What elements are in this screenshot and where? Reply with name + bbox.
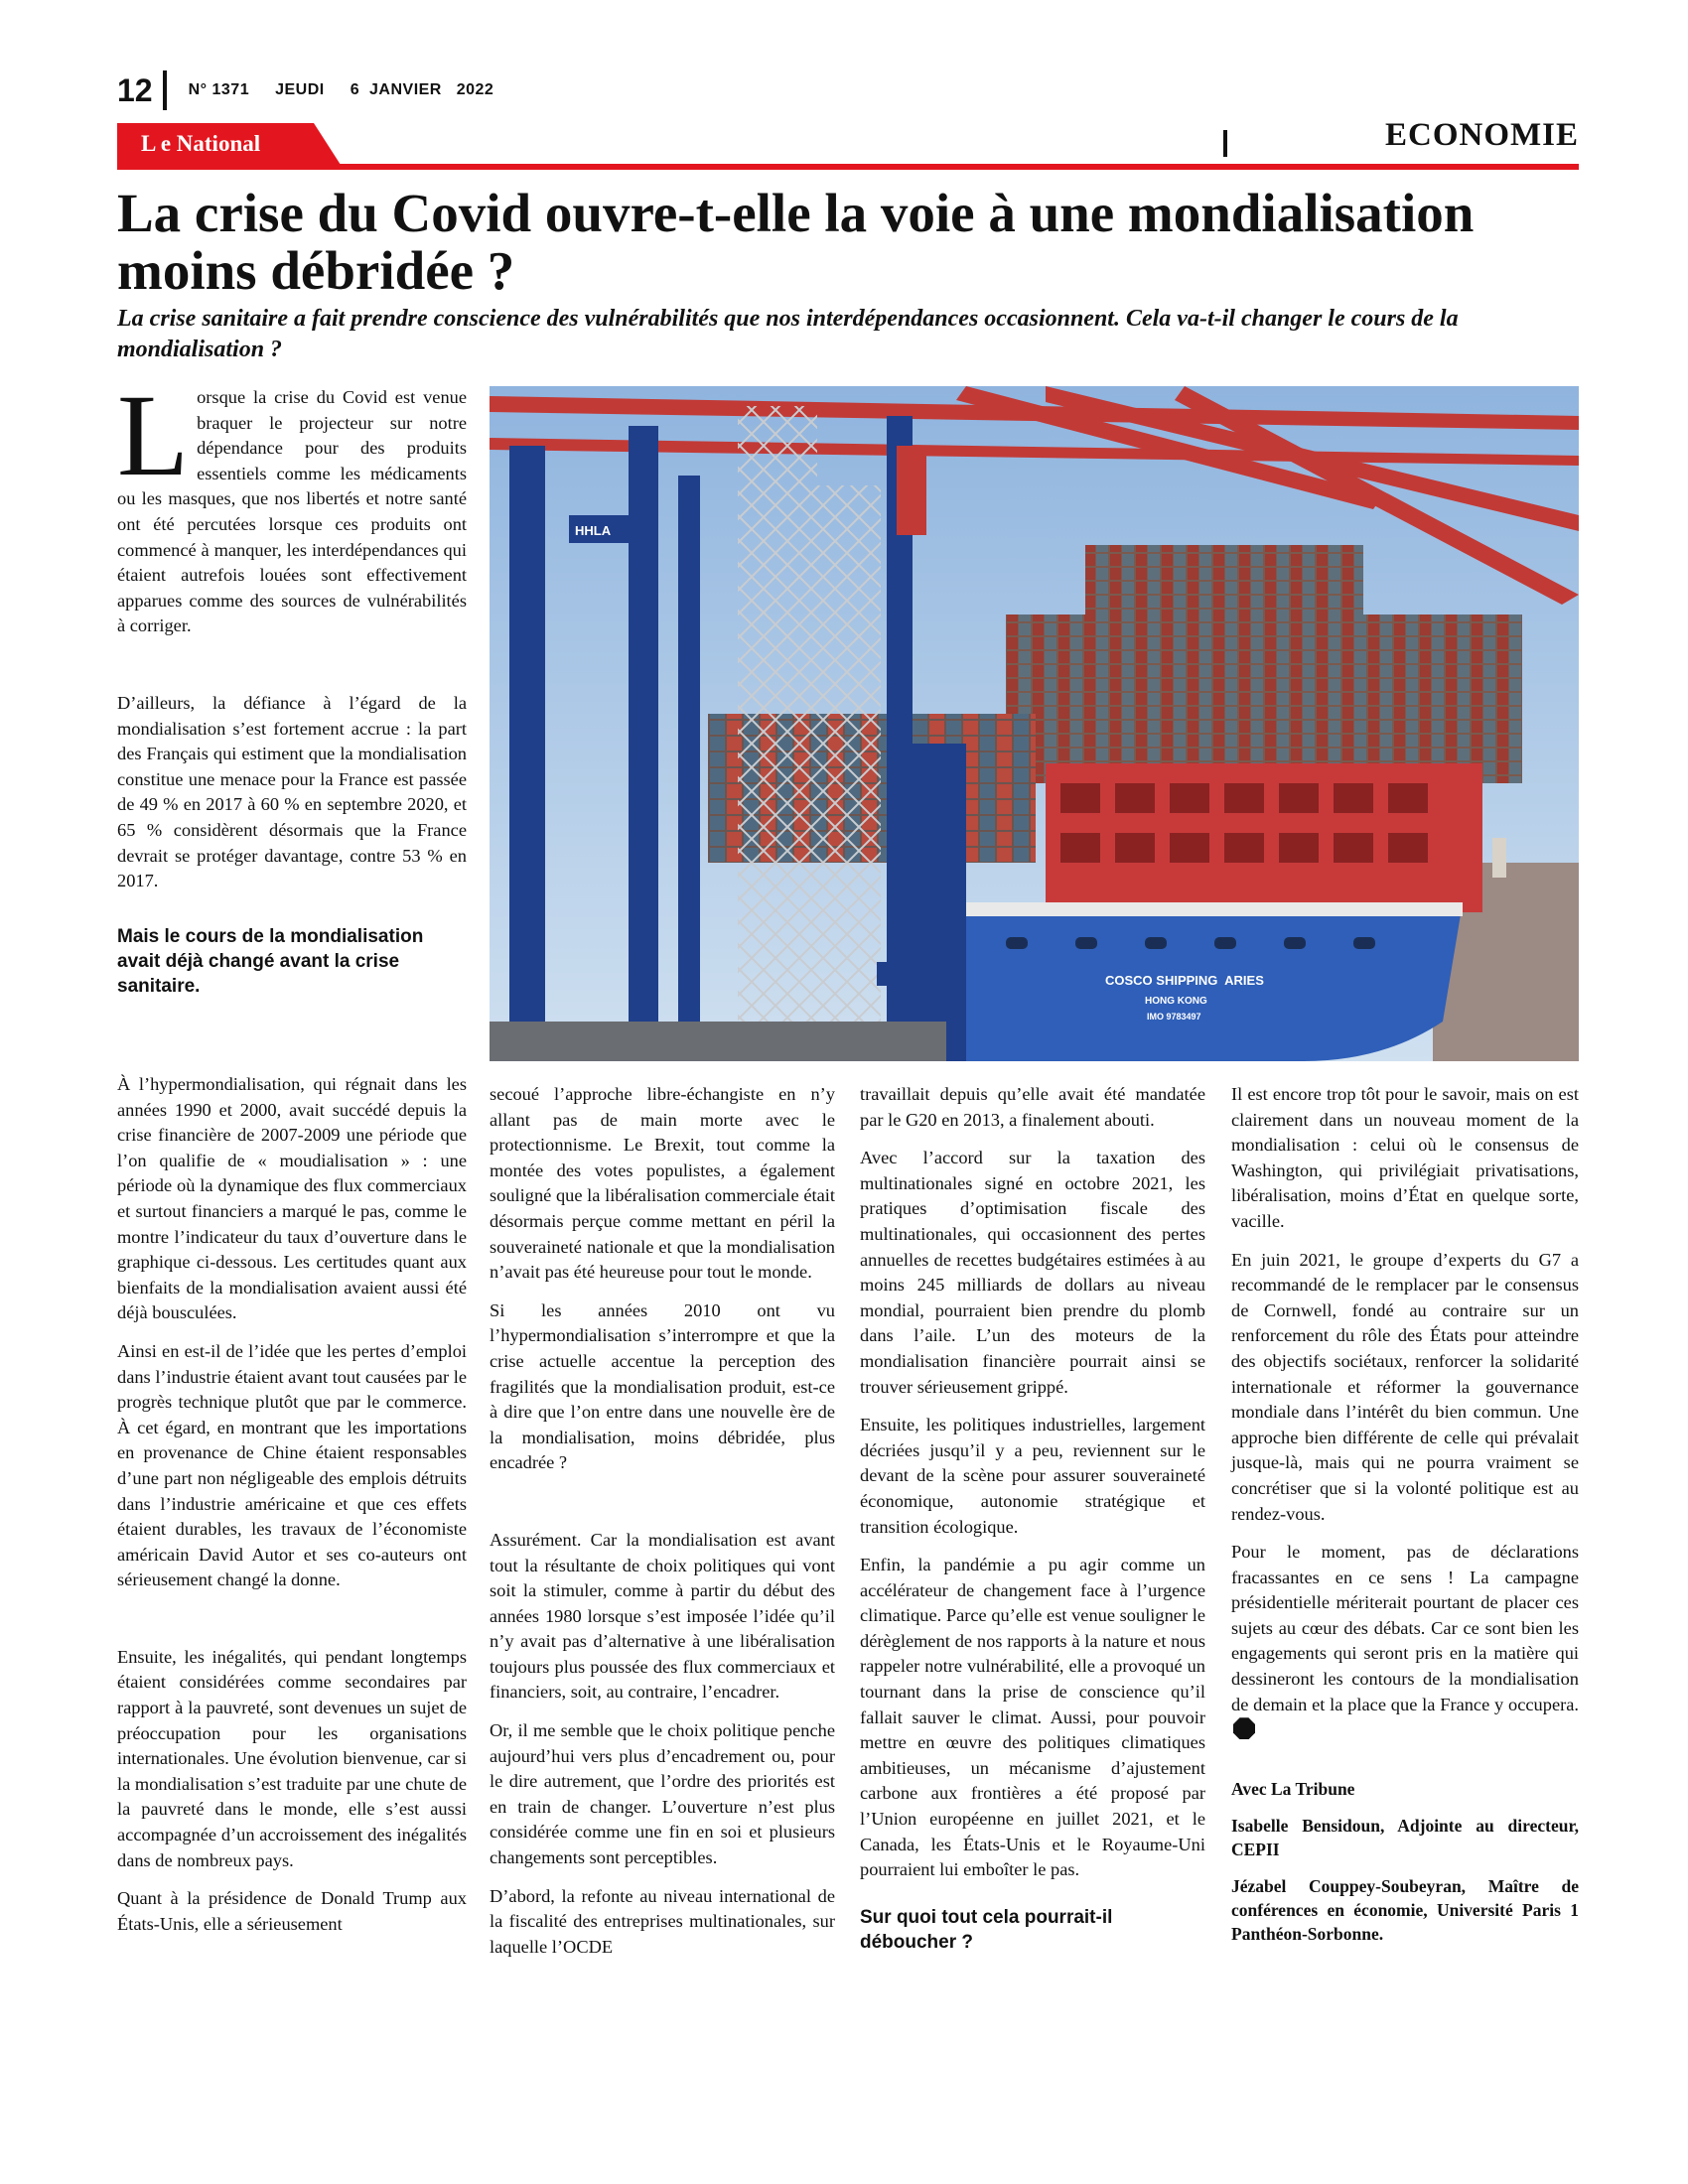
column-1-top — [117, 370, 467, 1023]
paragraph: Quant à la présidence de Donald Trump aux États-Unis, elle a sérieusement — [117, 1888, 467, 1934]
section-rule — [117, 164, 1579, 170]
paragraph: Assurément. Car la mondialisation est avant tout la résultante de choix politiques qui vont soit la stimuler, comme à partir du début des années 1980 lorsque s’est imposée l’idée qu’il n’y avait pas d’alternative à une libéralisation toujours plus poussée des flux commerciaux et financiers, soit, au contraire, l’encadrer. — [490, 1529, 835, 1703]
headline: La crise du Covid ouvre-t-elle la voie à une mondialisation moins débridée ? — [117, 183, 1475, 301]
folio-line — [117, 66, 519, 115]
section-separator — [1223, 130, 1227, 157]
paragraph-text: orsque la crise du Covid est venue braquer le projecteur sur notre dépendance pour des produits essentiels comme les médicaments ou les masques, que nos libertés et notre santé ont été percutées lorsque ces produits ont commencé à manquer, les interdépendances qui étaient autrefois louées sont effectivement apparues comme des sources de vulnérabilités à corriger. — [117, 387, 467, 636]
paragraph: À l’hypermondialisation, qui régnait dans les années 1990 et 2000, avait succédé depuis la crise financière de 2007-2009 une période que l’on qualifie de « moudialisation » : une période où la dynamique des flux commerciaux et surtout financiers a marqué le pas, comme le montre l’indicateur du taux d’ouverture dans le graphique ci-dessous. Les certitudes quant aux bienfaits de la mondialisation avaient aussi été déjà bousculées. — [117, 1074, 467, 1323]
subheading: Sur quoi tout cela pourrait-il déboucher ? — [860, 1906, 1113, 1953]
paragraph: Il est encore trop tôt pour le savoir, mais on est clairement dans un nouveau moment de la mondialisation : celui où le consensus de Washington, qui privilégiait privatisations, libéralisation, moins d’État en quelque sorte, vacille. — [1231, 1084, 1579, 1231]
paragraph: secoué l’approche libre-échangiste en n’y allant pas de main morte avec le protectionnisme. Le Brexit, tout comme la montée des votes populistes, a également souligné que la libéralisation commerciale était désormais perçue comme mettant en péril la souveraineté nationale et que la mondialisation n’avait pas été heureuse pour tout le monde. — [490, 1084, 835, 1283]
issue-day: JEUDI — [275, 81, 325, 98]
section-label: ECONOMIE — [1384, 117, 1579, 153]
paragraph: Or, il me semble que le choix politique penche aujourd’hui vers plus d’encadrement ou, pour le dire autrement, que l’ordre des priorités est en train de changer. L’ouverture n’est plus considérée comme une fin en soi et plusieurs changements sont perceptibles. — [490, 1720, 835, 1868]
column-2 — [490, 1082, 835, 1973]
paragraph: Ensuite, les inégalités, qui pendant longtemps étaient considérées comme secondaires par rapport à la pauvreté, sont devenues un sujet de préoccupation pour les organisations internationales. Une évolution bienvenue, car si la mondialisation s’est traduite par une chute de la pauvreté dans le monde, elle s’est aussi accompagnée d’un accroissement des inégalités dans de nombreux pays. — [117, 1646, 467, 1870]
crane-mark-text: HHLA — [575, 523, 612, 538]
ship-imo-text: IMO 9783497 — [1147, 1012, 1201, 1022]
paragraph: Avec l’accord sur la taxation des multinationales signé en octobre 2021, les pratiques d’optimisation fiscale des multinationales, qui occasionnent des pertes annuelles de recettes budgétaires estimées à au moins 245 milliards de dollars au niveau mondial, pourraient bien prendre du plomb dans l’aile. L’un des moteurs de la mondialisation financière pourrait ainsi se trouver sérieusement grippé. — [860, 1148, 1205, 1397]
paragraph — [1231, 1540, 1579, 1743]
end-of-article-icon — [1233, 1717, 1255, 1739]
issue-date: 6 JANVIER 2022 — [350, 81, 494, 98]
paragraph: D’ailleurs, la défiance à l’égard de la mondialisation s’est fortement accrue : la part des Français qui estiment que la mondialisation constitue une menace pour la France est passée de 49 % en 2017 à 60 % en septembre 2020, et 65 % considèrent désormais que la France devrait se protéger davantage, contre 53 % en 2017. — [117, 692, 467, 891]
paragraph-text: Pour le moment, pas de déclarations fracassantes en ce sens ! La campagne présidentielle mériterait pourtant de placer ces sujets au cœur des débats. Car ce sont bien les engagements qui seront pris en la matière qui dessineront les contours de la mondialisation de demain et la place que la France y occupera. — [1231, 1542, 1579, 1714]
paragraph: D’abord, la refonte au niveau international de la fiscalité des entreprises multinationales, sur laquelle l’OCDE — [490, 1885, 835, 1957]
source-credit: Avec La Tribune — [1231, 1778, 1355, 1799]
paragraph: Ainsi en est-il de l’idée que les pertes d’emploi dans l’industrie étaient avant tout causées par le progrès technique plutôt que par le commerce. À cet égard, en montrant que les importations en provenance de Chine étaient responsables d’une part non négligeable des emplois détruits dans l’industrie américaine et que ces effets étaient durables, les travaux de l’économiste américain David Autor et ses co-auteurs ont sérieusement changé la donne. — [117, 1340, 467, 1590]
author-credit: Jézabel Couppey-Soubeyran, Maître de conférences en économie, Université Paris 1 Panthéon-Sorbonne. — [1231, 1875, 1579, 1944]
ship-port-text: HONG KONG — [1145, 996, 1207, 1007]
standfirst: La crise sanitaire a fait prendre conscience des vulnérabilités que nos interdépendances occasionnent. Cela va-t-il changer le cours de la mondialisation ? — [117, 306, 1459, 362]
paragraph — [117, 370, 467, 639]
page-number: 12 — [117, 71, 153, 108]
brand-name: L e National — [141, 131, 261, 156]
issue-number: N° 1371 — [188, 81, 250, 98]
article-photo — [490, 386, 1579, 1061]
paragraph: travaillait depuis qu’elle avait été mandatée par le G20 en 2013, a finalement abouti. — [860, 1084, 1205, 1130]
column-3 — [860, 1082, 1205, 1979]
container-ship-illustration — [490, 386, 1579, 1061]
paragraph: Si les années 2010 ont vu l’hypermondialisation s’interrompre et que la crise actuelle accentue la perception des fragilités que la mondialisation produit, est-ce à dire que l’on entre dans une nouvelle ère de la mondialisation, moins débridée, plus encadrée ? — [490, 1299, 835, 1473]
drop-cap: L — [117, 370, 190, 500]
paragraph: Enfin, la pandémie a pu agir comme un accélérateur de changement face à l’urgence climatique. Parce qu’elle est venue souligner le dérèglement de nos rapports à la nature et nous rappeler notre vulnérabilité, elle a provoqué un tournant dans la prise de conscience qu’il fallait sauver le climat. Aussi, pour pouvoir mettre en œuvre des politiques climatiques ambitieuses, un mécanisme d’ajustement carbone aux frontières a été proposé par l’Union européenne en juillet 2021, et le Canada, les États-Unis et le Royaume-Uni pourraient lui emboîter le pas. — [860, 1555, 1205, 1880]
column-4 — [1231, 1082, 1579, 1959]
author-credit: Isabelle Bensidoun, Adjointe au directeur, CEPII — [1231, 1815, 1579, 1859]
ship-name-text: COSCO SHIPPING ARIES — [1105, 973, 1264, 988]
paragraph: En juin 2021, le groupe d’experts du G7 a recommandé de le remplacer par le consensus de Cornwell, fondé au contraire sur un renforcement du rôle des États pour atteindre des objectifs sociétaux, renforcer la solidarité internationale et réformer la gouvernance mondiale dans l’intérêt du bien commun. Une approche bien différente de celle qui prévalait jusque-là, mais qui ne pourra vraiment se concrétiser que si la volonté politique est au rendez-vous. — [1231, 1249, 1579, 1524]
folio-divider — [163, 70, 167, 110]
subheading: Mais le cours de la mondialisation avait déjà changé avant la crise sanitaire. — [117, 925, 424, 997]
paragraph: Ensuite, les politiques industrielles, largement décriées jusqu’il y a peu, reviennent sur le devant de la scène pour assurer souveraineté économique, autonomie stratégique et transition écologique. — [860, 1415, 1205, 1537]
column-1-bottom — [117, 1072, 467, 1950]
